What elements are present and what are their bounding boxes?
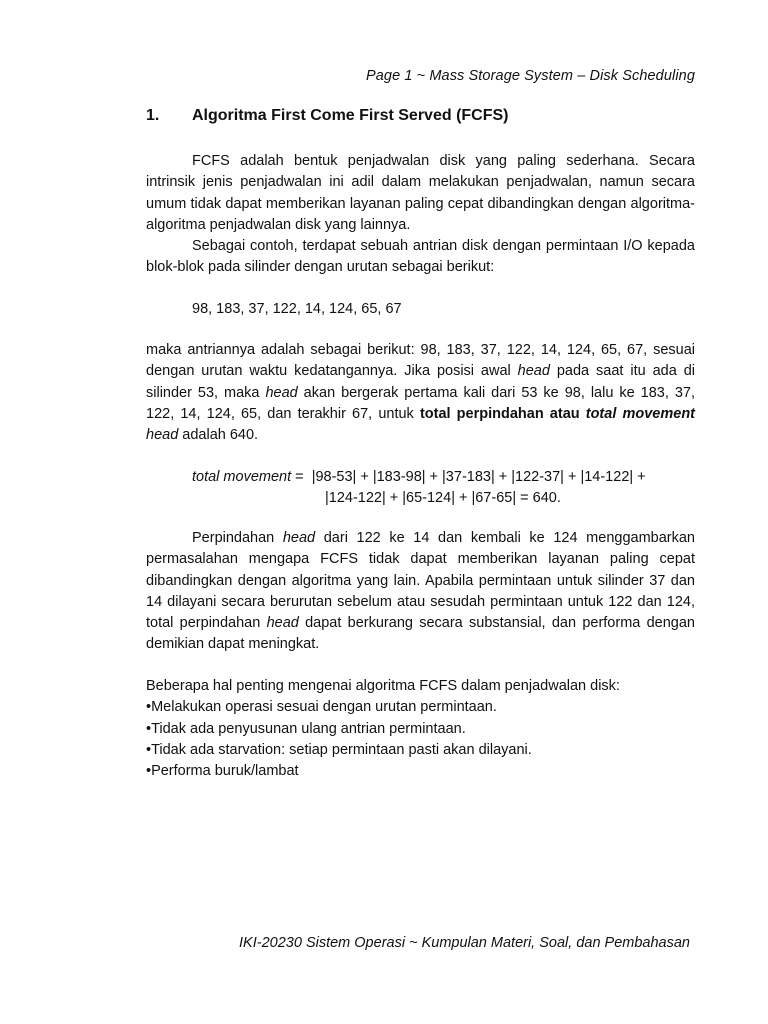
- total-movement-formula: [192, 467, 646, 510]
- page-header: Page 1 ~ Mass Storage System – Disk Scheduling: [365, 68, 695, 84]
- paragraph-queue-text: [146, 340, 695, 446]
- section-heading: [146, 107, 509, 125]
- formula-label: total movement: [192, 469, 292, 485]
- paragraph-intro: [146, 151, 695, 236]
- list-item: •Tidak ada starvation: setiap permintaan pasti akan dilayani.: [146, 741, 532, 758]
- list-item: •Performa buruk/lambat: [146, 763, 299, 780]
- section-number: 1.: [146, 107, 160, 124]
- text-span: maka antriannya adalah sebagai berikut: 98, 183, 37, 122, 14, 124, 65, 67, sesuai dengan urutan waktu kedatangannya. Jika posisi awal: [146, 342, 695, 380]
- head-term: head: [266, 615, 299, 632]
- head-term: head: [517, 363, 550, 380]
- head-term: head: [146, 427, 179, 444]
- bold-term: total perpindahan atau: [419, 405, 586, 422]
- list-item: •Melakukan operasi sesuai dengan urutan permintaan.: [146, 699, 497, 716]
- text-span: dari 122 ke 14 dan kembali ke 124 menggambarkan permasalahan mengapa FCFS tidak dapat memberikan layanan paling cepat dibandingkan dengan algoritma yang lain. Apabila permintaan untuk silinder 37 dan 14 dilayani secara berurutan sebelum atau sesudah permintaan untuk 122 dan 124, total perpindahan: [146, 530, 695, 632]
- paragraph-queue: [146, 340, 695, 446]
- paragraph-discussion-text: [146, 528, 695, 656]
- text-span: adalah 640.: [178, 427, 259, 444]
- head-term: head: [282, 530, 316, 546]
- paragraph-discussion: [146, 528, 695, 656]
- page-footer: IKI-20230 Sistem Operasi ~ Kumpulan Materi, Soal, dan Pembahasan: [239, 935, 690, 951]
- formula-expression: = |98-53| + |183-98| + |37-183| + |122-37| + |14-122| +: [291, 469, 646, 485]
- head-term: head: [265, 384, 298, 401]
- text-span: Perpindahan: [192, 530, 283, 546]
- formula-line-2: |124-122| + |65-124| + |67-65| = 640.: [325, 490, 561, 507]
- paragraph-example-text: Sebagai contoh, terdapat sebuah antrian disk dengan permintaan I/O kepada blok-blok pada silinder dengan urutan sebagai berikut:: [146, 238, 695, 276]
- request-sequence: 98, 183, 37, 122, 14, 124, 65, 67: [192, 301, 402, 317]
- list-intro: Beberapa hal penting mengenai algoritma FCFS dalam penjadwalan disk:: [146, 678, 620, 694]
- formula-line-1: [192, 467, 646, 488]
- text-span: dapat berkurang secara substansial, dan performa dengan demikian dapat meningkat.: [146, 615, 695, 653]
- paragraph-example: [146, 236, 695, 279]
- list-item: •Tidak ada penyusunan ulang antrian permintaan.: [146, 720, 466, 737]
- key-points-list: [146, 676, 695, 782]
- paragraph-intro-text: FCFS adalah bentuk penjadwalan disk yang paling sederhana. Secara intrinsik jenis penjadwalan ini adil dalam melakukan penjadwalan, namun secara umum tidak dapat memberikan layanan paling cepat dibandingkan dengan algoritma-algoritma penjadwalan disk yang lainnya.: [146, 153, 695, 233]
- bold-italic-term: total movement: [585, 405, 696, 422]
- text-span: akan bergerak pertama kali dari 53 ke 98, lalu ke 183, 37, 122, 14, 124, 65, dan terakhir 67, untuk: [146, 384, 695, 422]
- text-span: pada saat itu ada di silinder 53, maka: [146, 363, 695, 401]
- section-title: Algoritma First Come First Served (FCFS): [192, 107, 509, 124]
